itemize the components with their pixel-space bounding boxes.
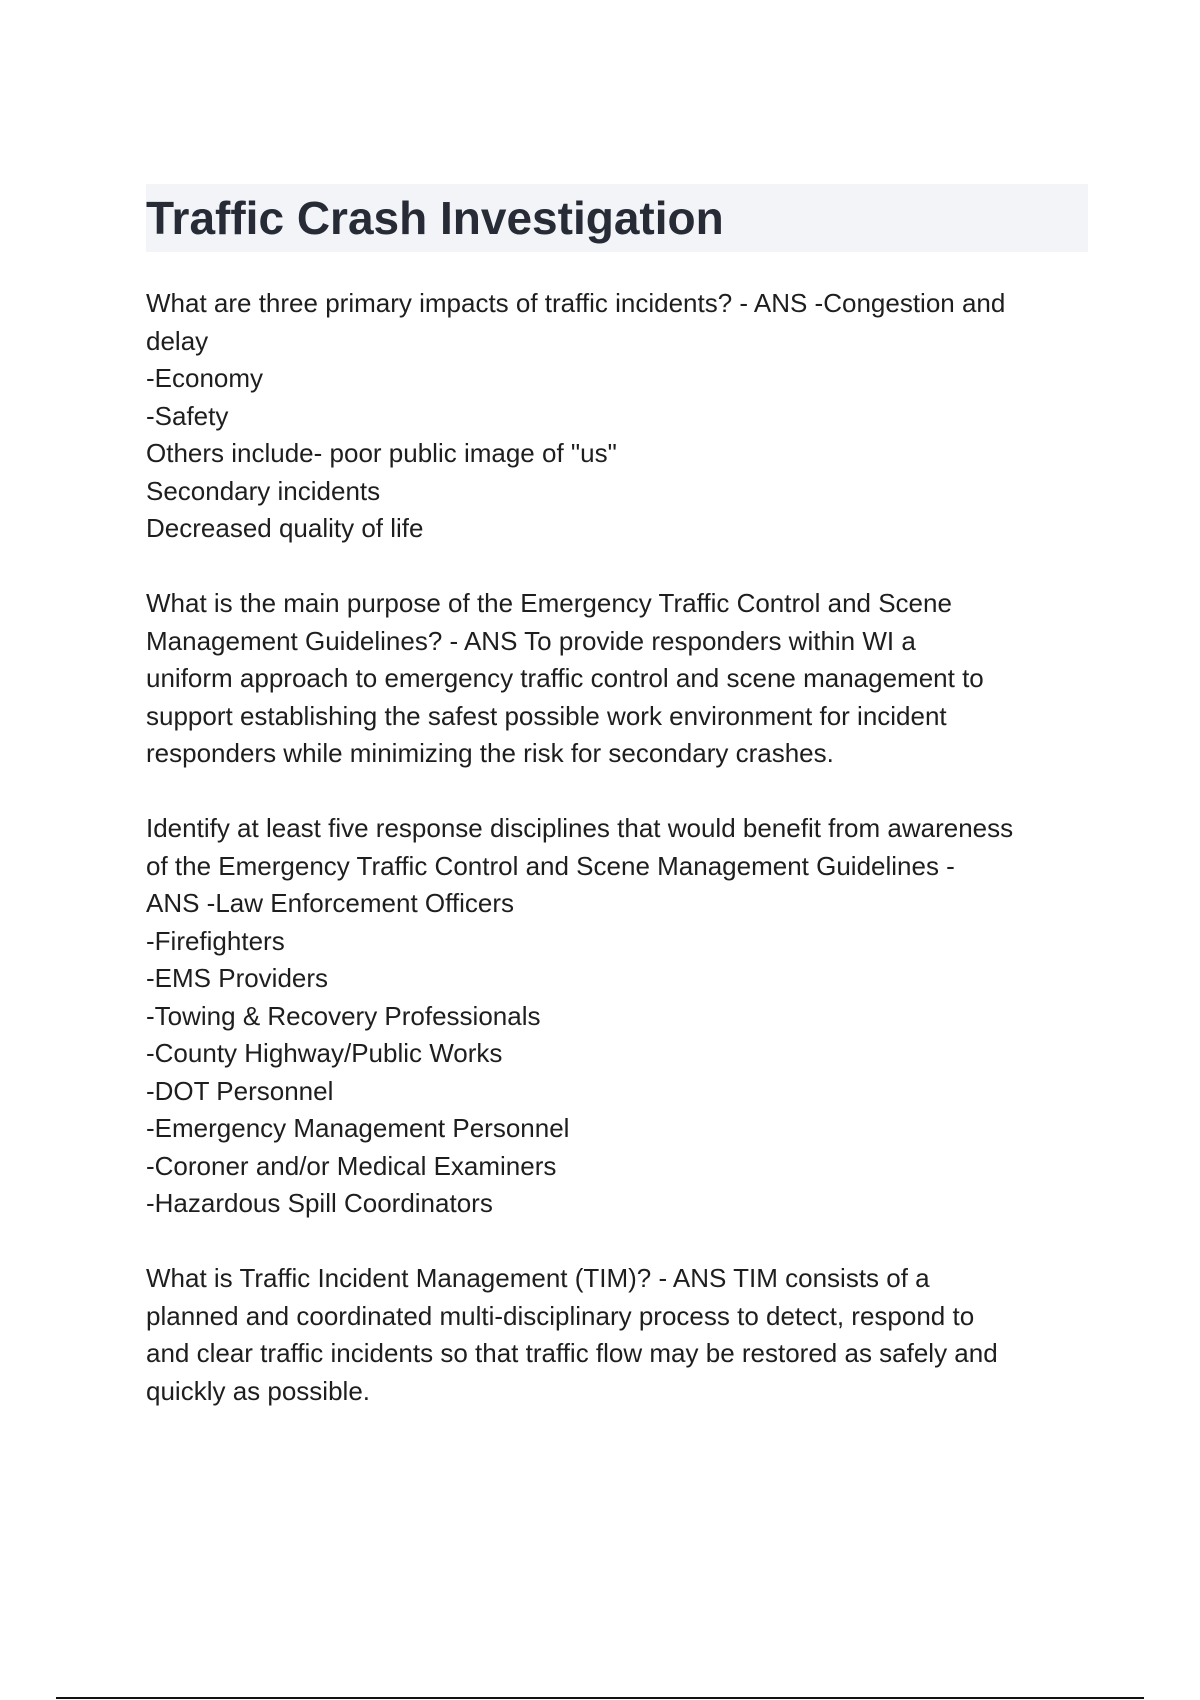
text-line: What is the main purpose of the Emergency Traffic Control and Scene — [146, 588, 952, 618]
qa-block-1 — [146, 285, 1096, 548]
text-line: responders while minimizing the risk for secondary crashes. — [146, 738, 834, 768]
qa-block-4 — [146, 1260, 1096, 1410]
qa-block-2 — [146, 585, 1096, 773]
text-line: Decreased quality of life — [146, 513, 424, 543]
text-line: of the Emergency Traffic Control and Scene Management Guidelines - — [146, 850, 955, 881]
text-line: support establishing the safest possible work environment for incident — [146, 700, 947, 731]
text-line: -Firefighters — [146, 925, 285, 956]
qa-block-3 — [146, 810, 1096, 1223]
page-bottom-divider — [56, 1697, 1144, 1699]
text-line: -County Highway/Public Works — [146, 1038, 503, 1068]
text-line: -DOT Personnel — [146, 1075, 334, 1106]
text-line: What is Traffic Incident Management (TIM)? - ANS TIM consists of a — [146, 1263, 930, 1293]
text-line: uniform approach to emergency traffic control and scene management to — [146, 663, 984, 693]
text-line: -Hazardous Spill Coordinators — [146, 1188, 493, 1218]
text-line: Others include- poor public image of "us" — [146, 438, 617, 468]
text-line: Identify at least five response disciplines that would benefit from awareness — [146, 813, 1014, 843]
text-line: What are three primary impacts of traffic incidents? - ANS -Congestion and — [146, 288, 1006, 318]
text-line: ANS -Law Enforcement Officers — [146, 888, 514, 918]
text-line: delay — [146, 325, 209, 356]
title-banner — [146, 184, 1088, 252]
text-line: quickly as possible. — [146, 1375, 370, 1406]
text-line: -Safety — [146, 400, 229, 431]
text-line: -Emergency Management Personnel — [146, 1113, 570, 1143]
text-line: planned and coordinated multi-disciplinary process to detect, respond to — [146, 1300, 975, 1331]
text-line: -EMS Providers — [146, 963, 329, 993]
text-line: and clear traffic incidents so that traffic flow may be restored as safely and — [146, 1338, 998, 1368]
document-body — [146, 285, 1096, 1448]
text-line: -Economy — [146, 363, 264, 393]
text-line: Secondary incidents — [146, 475, 381, 506]
text-line: Management Guidelines? - ANS To provide responders within WI a — [146, 625, 916, 656]
page-title: Traffic Crash Investigation — [146, 192, 724, 244]
text-line: -Towing & Recovery Professionals — [146, 1000, 541, 1031]
text-line: -Coroner and/or Medical Examiners — [146, 1150, 557, 1181]
